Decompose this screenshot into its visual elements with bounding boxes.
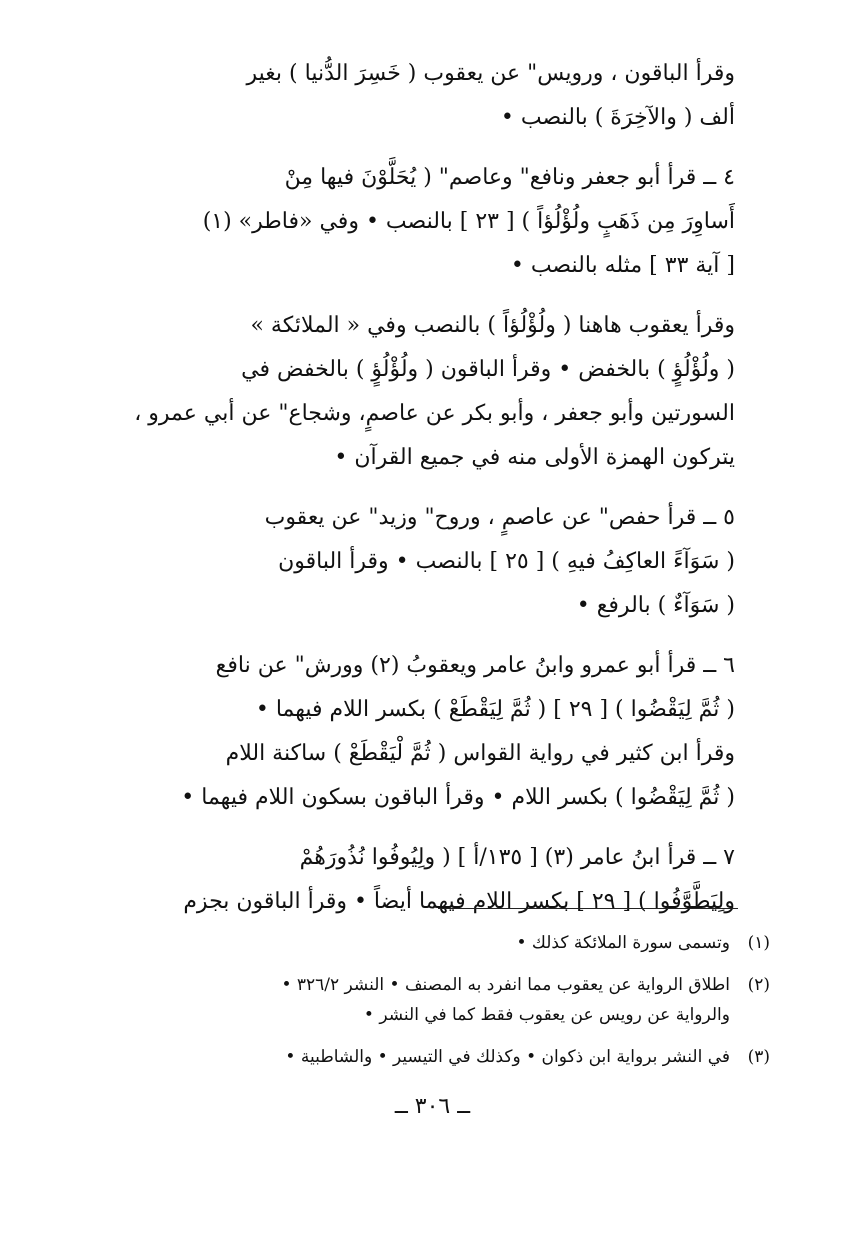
footnote-line: في النشر برواية ابن ذكوان • وكذلك في التيسير • والشاطبية • (285, 1047, 730, 1067)
footnote-text (130, 1042, 730, 1072)
footnote (130, 1042, 770, 1072)
paragraph (125, 836, 735, 924)
text-line: ( ثُمَّ لِيَقْضُوا ) [ ٢٩ ] ( ثُمَّ لِيَقْطَعْ ) بكسر اللام فيهما • (255, 697, 735, 722)
text-line: ( سَوَآءٌ ) بالرفع • (576, 593, 735, 618)
footnote-number: (١) (747, 933, 770, 953)
page-number: ــ ٣٠٦ ــ (394, 1094, 471, 1119)
text-line: ٧ ــ قرأ ابنُ عامر (٣) [ ١٣٥/أ ] ( ولِيُوفُوا نُذُورَهُمْ (299, 845, 735, 870)
footnote-divider (438, 908, 738, 909)
footnote-line: اطلاق الرواية عن يعقوب مما انفرد به المصنف • النشر ٣٢٦/٢ • (281, 975, 730, 995)
text-line: ( سَوَآءً العاكِفُ فيهِ ) [ ٢٥ ] بالنصب • وقرأ الباقون (278, 549, 735, 574)
footnote-number: (٢) (747, 975, 770, 995)
paragraph (125, 52, 735, 140)
text-line: ( ثُمَّ لِيَقْضُوا ) بكسر اللام • وقرأ الباقون بسكون اللام فيهما • (181, 785, 735, 810)
paragraph (125, 156, 735, 288)
text-line: ولِيَطَّوَّفُوا ) [ ٢٩ ] بكسر اللام فيهما أيضاً • وقرأ الباقون بجزم (183, 889, 735, 914)
footnote (130, 928, 770, 958)
footnote-number: (٣) (747, 1047, 770, 1067)
text-line: [ آية ٣٣ ] مثله بالنصب • (510, 253, 735, 278)
text-line: ٦ ــ قرأ أبو عمرو وابنُ عامر ويعقوبُ (٢) وورش" عن نافع (215, 653, 735, 678)
paragraph (125, 644, 735, 820)
footnote-text (130, 970, 730, 1030)
text-line: وقرأ ابن كثير في رواية القواس ( ثُمَّ لْيَقْطَعْ ) ساكنة اللام (225, 741, 735, 766)
footnote-line: وتسمى سورة الملائكة كذلك • (516, 933, 730, 953)
text-line: ( ولُؤْلُؤٍ ) بالخفض • وقرأ الباقون ( ولُؤْلُؤٍ ) بالخفض في (241, 357, 735, 382)
text-line: السورتين وأبو جعفر ، وأبو بكر عن عاصمٍ، وشجاع" عن أبي عمرو ، (134, 401, 735, 426)
text-line: وقرأ الباقون ، ورويس" عن يعقوب ( خَسِرَ الدُّنيا ) بغير (246, 61, 735, 86)
text-line: أَساوِرَ مِن ذَهَبٍ ولُؤْلُؤاً ) [ ٢٣ ] بالنصب • وفي «فاطر» (١) (202, 209, 735, 234)
paragraph (125, 496, 735, 628)
footnote-line: والرواية عن رويس عن يعقوب فقط كما في النشر • (363, 1005, 730, 1025)
paragraph (125, 304, 735, 480)
text-line: يتركون الهمزة الأولى منه في جميع القرآن • (334, 445, 735, 470)
text-line: ألف ( والآخِرَةَ ) بالنصب • (500, 105, 735, 130)
footnotes (130, 928, 770, 1084)
main-text (125, 52, 735, 940)
footnote (130, 970, 770, 1030)
footnote-text (130, 928, 730, 958)
text-line: وقرأ يعقوب هاهنا ( ولُؤْلُؤاً ) بالنصب وفي « الملائكة » (250, 313, 735, 338)
text-line: ٥ ــ قرأ حفص" عن عاصمٍ ، وروح" وزيد" عن يعقوب (264, 505, 735, 530)
text-line: ٤ ــ قرأ أبو جعفر ونافع" وعاصم" ( يُحَلَّوْنَ فيها مِنْ (284, 165, 735, 190)
